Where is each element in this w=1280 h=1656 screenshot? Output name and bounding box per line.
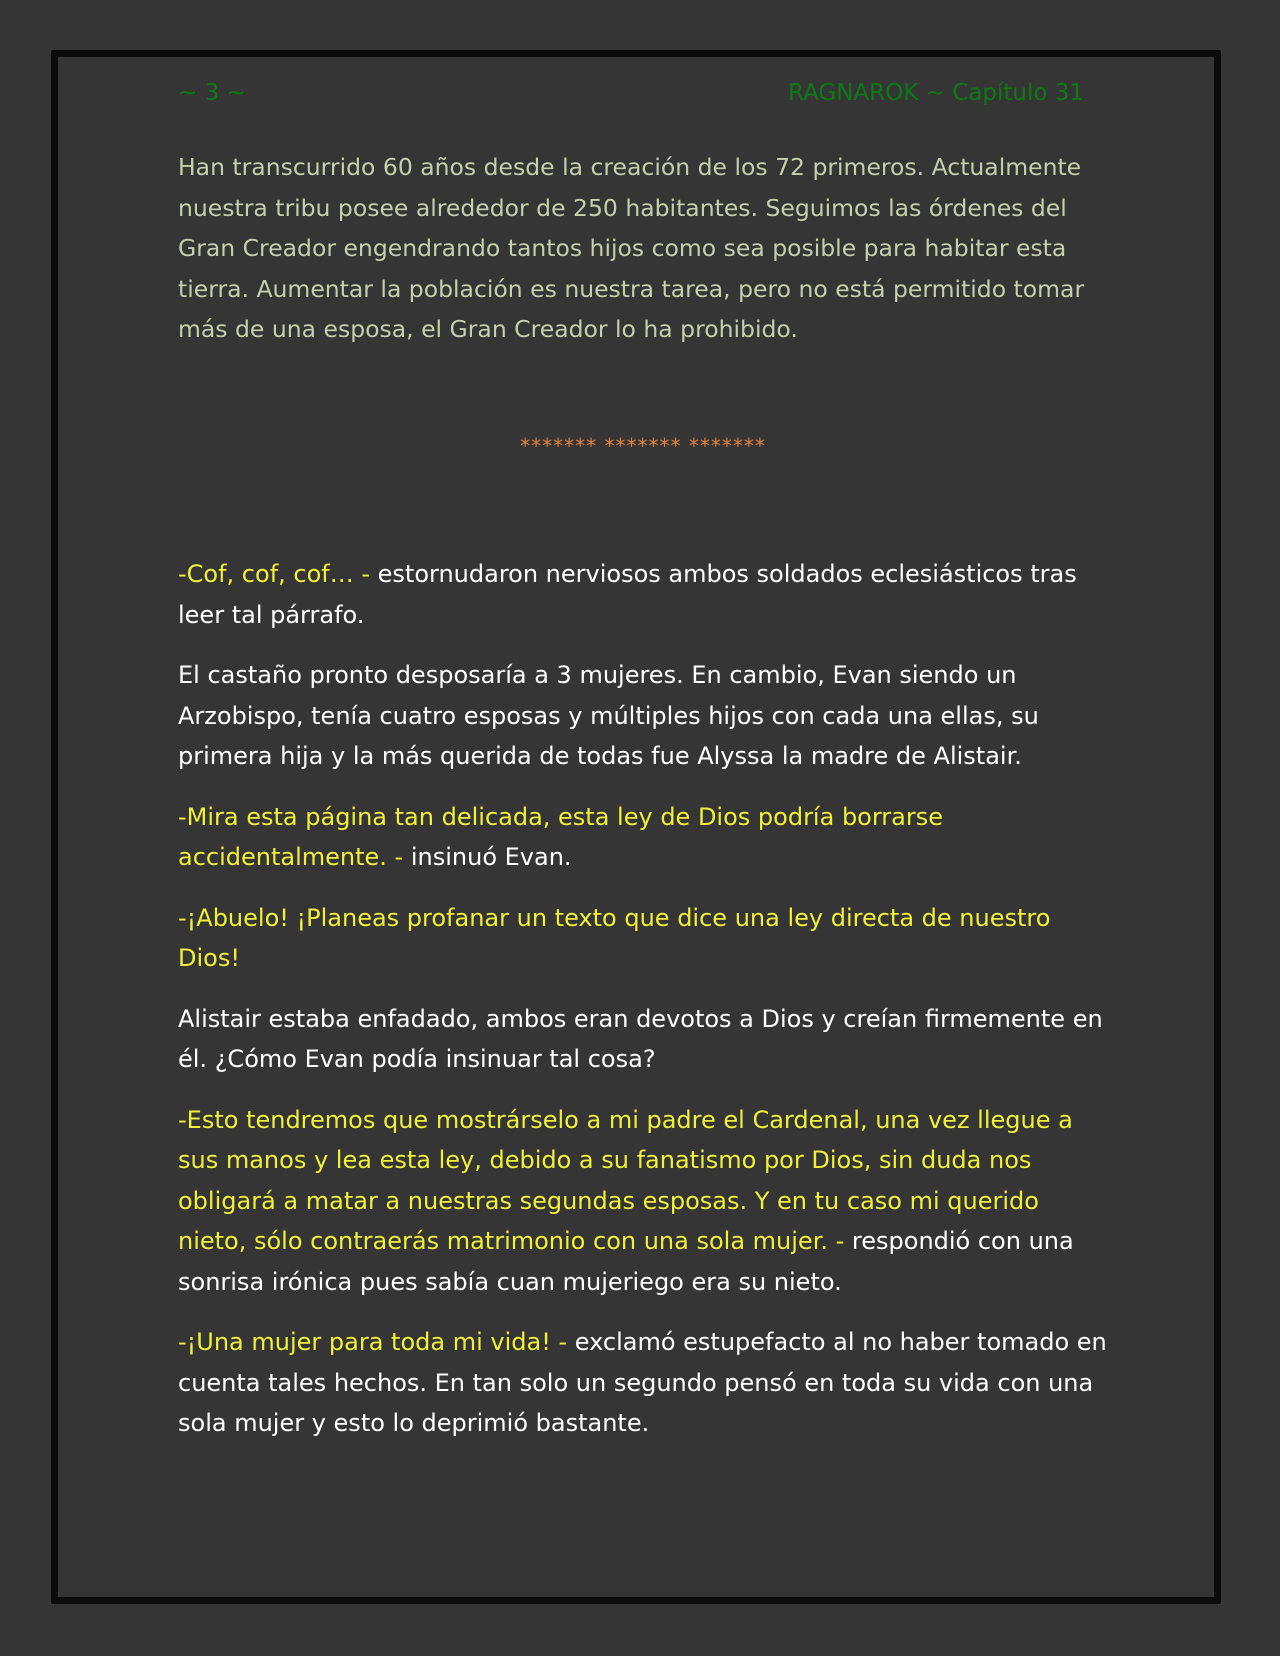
dialog-text: -Mira esta página tan delicada, esta ley de Dios podría borrarse accidentalmente. - (178, 802, 944, 871)
narration-text: El castaño pronto desposaría a 3 mujeres. En cambio, Evan siendo un Arzobispo, tenía cuatro esposas y múltiples hijos con cada una ellas, su primera hija y la más querida de todas fue Alyssa la madre de Alistair. (178, 661, 1039, 770)
narration-text: exclamó estupefacto al no haber tomado en cuenta tales hechos. En tan solo un segundo pensó en toda su vida con una sola mujer y esto lo deprimió bastante. (178, 1328, 1107, 1437)
dialog-text: -Cof, cof, cof… - (178, 560, 371, 588)
narration-text: insinuó Evan. (403, 843, 572, 871)
narration-text: Alistair estaba enfadado, ambos eran devotos a Dios y creían firmemente en él. ¿Cómo Evan podía insinuar tal cosa? (178, 1004, 1103, 1073)
story-paragraph (178, 1322, 1108, 1444)
dialog-text: -¡Una mujer para toda mi vida! - (178, 1328, 568, 1356)
page-header (178, 76, 1084, 110)
story-paragraph (178, 999, 1108, 1080)
story-paragraph (178, 554, 1108, 635)
story-paragraph (178, 797, 1108, 878)
story-paragraph (178, 1100, 1108, 1303)
dialog-text: -Esto tendremos que mostrárselo a mi padre el Cardenal, una vez llegue a sus manos y lea esta ley, debido a su fanatismo por Dios, sin duda nos obligará a matar a nuestras segundas esposas. Y en tu caso mi querido nieto, sólo contraerás matrimonio con una sola mujer. - (178, 1105, 1073, 1255)
intro-paragraph: Han transcurrido 60 años desde la creación de los 72 primeros. Actualmente nuestra tribu posee alrededor de 250 habitantes. Seguimos las órdenes del Gran Creador engendrando tantos hijos como sea posible para habitar esta tierra. Aumentar la población es nuestra tarea, pero no está permitido tomar más de una esposa, el Gran Creador lo ha prohibido. (178, 153, 1085, 343)
narration-text: estornudaron nerviosos ambos soldados eclesiásticos tras leer tal párrafo. (178, 560, 1077, 629)
page-number: ~ 3 ~ (178, 80, 246, 106)
narration-text: respondió con una sonrisa irónica pues sabía cuan mujeriego era su nieto. (178, 1227, 1074, 1296)
dialog-text: -¡Abuelo! ¡Planeas profanar un texto que dice una ley directa de nuestro Dios! (178, 903, 1051, 972)
chapter-title: RAGNAROK ~ Capítulo 31 (788, 80, 1084, 106)
story-paragraph (178, 655, 1108, 777)
story-paragraph (178, 898, 1108, 979)
page-content (178, 147, 1108, 1444)
section-separator: ******* ******* ******* (520, 433, 766, 458)
